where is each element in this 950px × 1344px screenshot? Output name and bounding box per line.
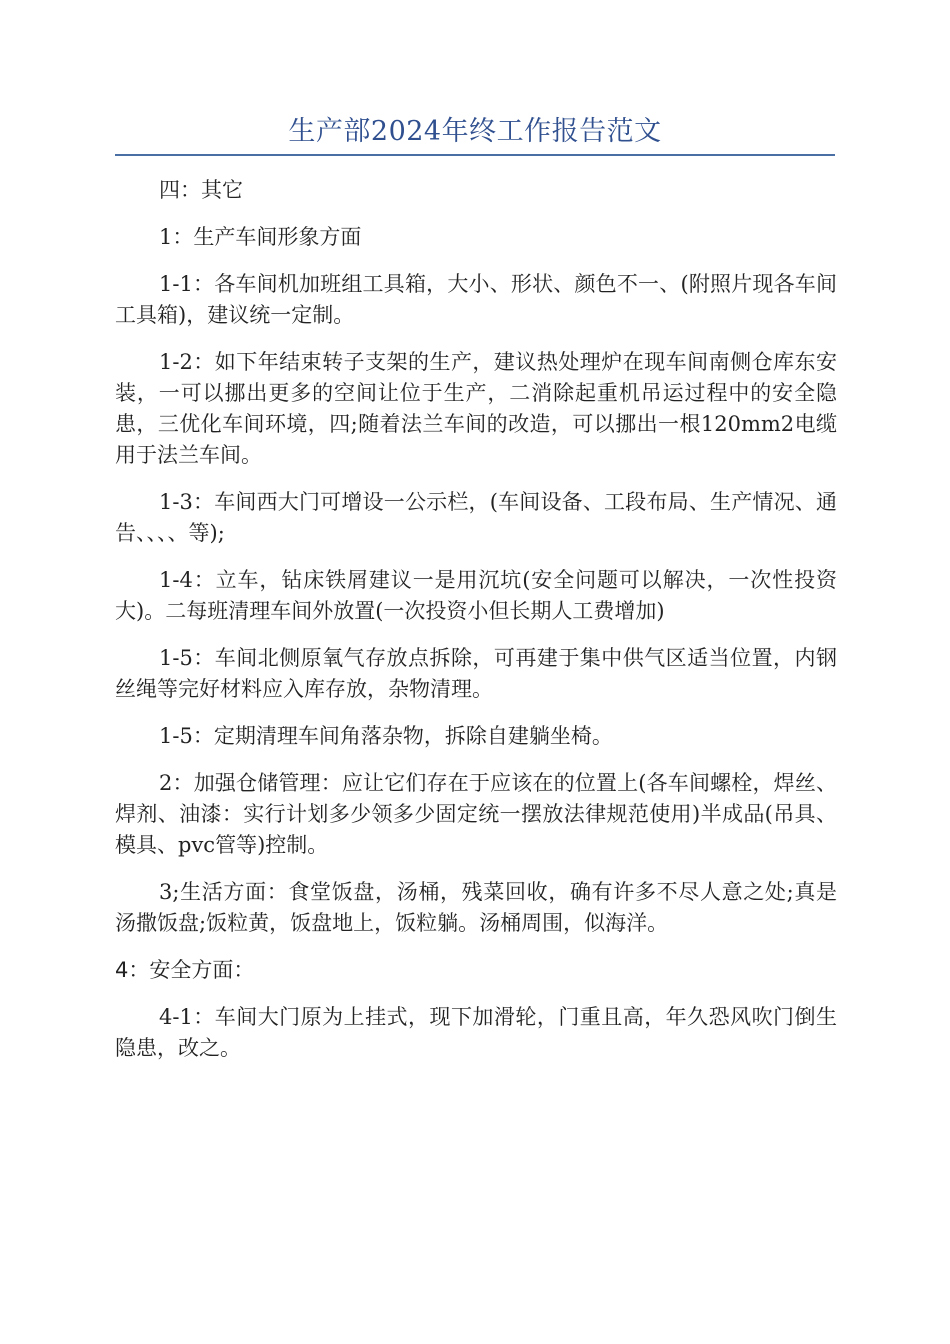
paragraph-3: 3;生活方面：食堂饭盘，汤桶，残菜回收，确有许多不尽人意之处;真是汤撒饭盘;饭粒黄，饭盘地上，饭粒躺。汤桶周围，似海洋。 <box>115 880 837 935</box>
paragraph-1-1: 1-1：各车间机加班组工具箱，大小、形状、颜色不一、(附照片现各车间工具箱)，建议统一定制。 <box>115 272 837 327</box>
paragraph-2: 2：加强仓储管理：应让它们存在于应该在的位置上(各车间螺栓，焊丝、焊剂、油漆：实行计划多少领多少固定统一摆放法律规范使用)半成品(吊具、模具、pvc管等)控制。 <box>115 771 837 857</box>
paragraph-1-3: 1-3：车间西大门可增设一公示栏，(车间设备、工段布局、生产情况、通告、、、、等); <box>115 490 837 545</box>
paragraph-1-5a: 1-5：车间北侧原氧气存放点拆除，可再建于集中供气区适当位置，内钢丝绳等完好材料应入库存放，杂物清理。 <box>115 646 837 701</box>
page-title: 生产部2024年终工作报告范文 <box>288 116 662 147</box>
paragraph-4: 4：安全方面： <box>115 958 255 982</box>
paragraph-4-1: 4-1：车间大门原为上挂式，现下加滑轮，门重且高，年久恐风吹门倒生隐患，改之。 <box>115 1005 837 1060</box>
paragraph-1-2: 1-2：如下年结束转子支架的生产，建议热处理炉在现车间南侧仓库东安装，一可以挪出更多的空间让位于生产，二消除起重机吊运过程中的安全隐患，三优化车间环境，四;随着法兰车间的改造，可以挪出一根120mm2电缆用于法兰车间。 <box>115 350 837 467</box>
paragraph-1: 1：生产车间形象方面 <box>159 225 362 249</box>
document-body <box>115 175 837 1080</box>
paragraph-section-four: 四：其它 <box>159 178 243 202</box>
paragraph-1-4: 1-4：立车，钻床铁屑建议一是用沉坑(安全问题可以解决，一次性投资大)。二每班清理车间外放置(一次投资小但长期人工费增加) <box>115 568 837 623</box>
paragraph-1-5b: 1-5：定期清理车间角落杂物，拆除自建躺坐椅。 <box>159 724 613 748</box>
title-divider <box>115 154 835 156</box>
